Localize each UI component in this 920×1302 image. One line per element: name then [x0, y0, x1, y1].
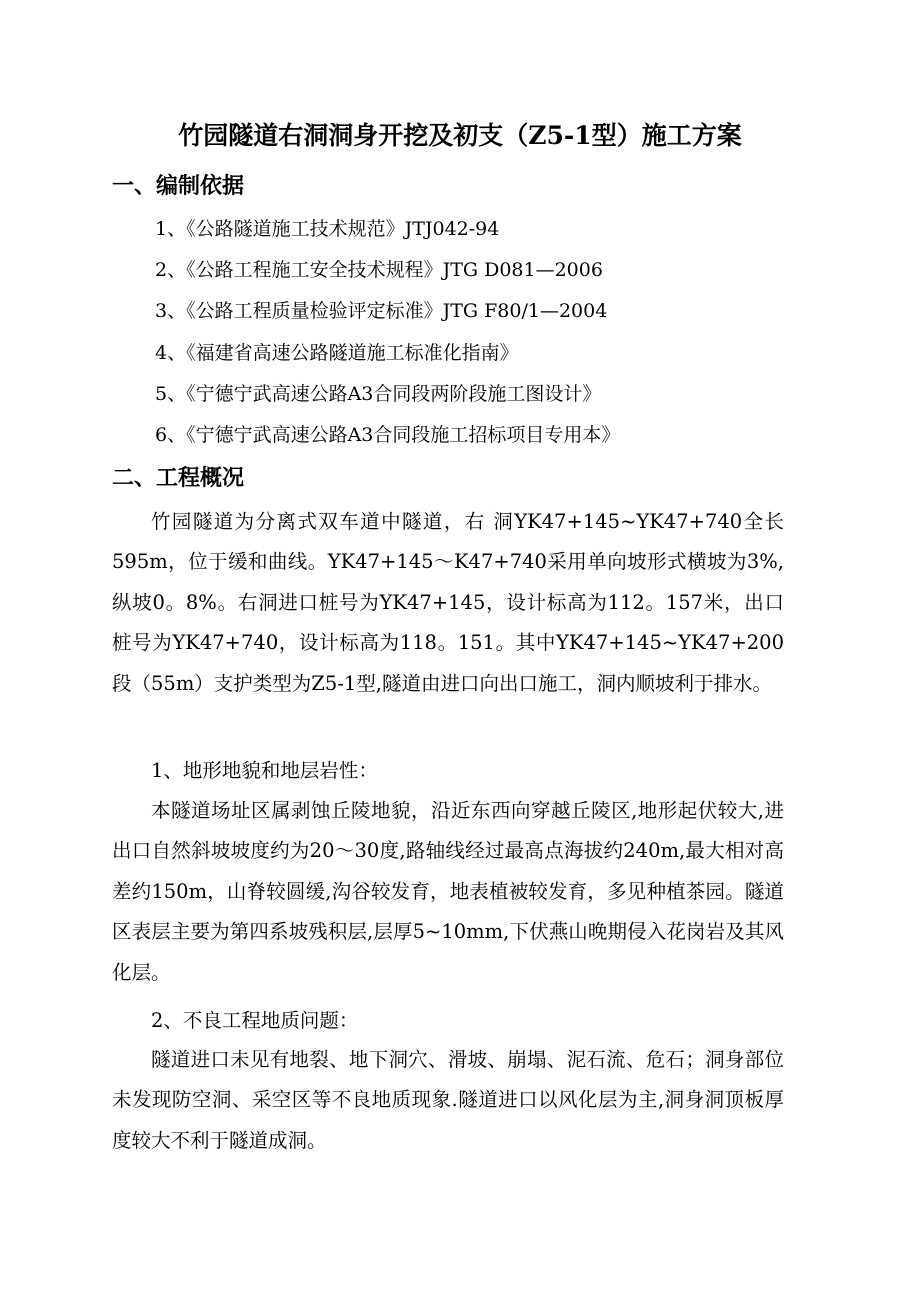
section-heading-basis: 一、编制依据 [112, 173, 245, 199]
geology-paragraph: 隧道进口未见有地裂、地下洞穴、滑坡、崩塌、泥石流、危石；洞身部位未发现防空洞、采空区等不良地质现象.隧道进口以风化层为主,洞身洞顶板厚度较大不利于隧道成洞。 [112, 1048, 784, 1152]
terrain-paragraph: 本隧道场址区属剥蚀丘陵地貌，沿近东西向穿越丘陵区,地形起伏较大,进出口自然斜坡坡度约为20～30度,路轴线经过最高点海拔约240m,最大相对高差约150m，山脊较圆缓,沟谷较发育，地表植被较发育，多见种植茶园。隧道区表层主要为第四系坡残积层,层厚5~10mm,下伏燕山晚期侵入花岗岩及其风化层。 [112, 799, 784, 984]
reference-item: 4、《福建省高速公路隧道施工标准化指南》 [155, 342, 519, 364]
reference-item: 6、《宁德宁武高速公路A3合同段施工招标项目专用本》 [155, 424, 621, 446]
subsection-heading-geology: 2、不良工程地质问题： [151, 1009, 359, 1032]
reference-item: 3、《公路工程质量检验评定标准》JTG F80/1—2004 [155, 300, 608, 322]
reference-item: 5、《宁德宁武高速公路A3合同段两阶段施工图设计》 [155, 383, 602, 405]
overview-paragraph: 竹园隧道为分离式双车道中隧道，右 洞YK47+145~YK47+740全长595m，位于缓和曲线。YK47+145～K47+740采用单向坡形式横坡为3%,纵坡0。8%。右洞进口桩号为YK47+145，设计标高为112。157米，出口桩号为YK47+740，设计标高为118。151。其中YK47+145~YK47+200段（55m）支护类型为Z5-1型,隧道由进口向出口施工，洞内顺坡利于排水。 [112, 510, 784, 695]
document-title: 竹园隧道右洞洞身开挖及初支（Z5-1型）施工方案 [178, 121, 742, 150]
subsection-heading-terrain: 1、地形地貌和地层岩性： [151, 759, 378, 782]
reference-item: 2、《公路工程施工安全技术规程》JTG D081—2006 [155, 259, 603, 281]
section-heading-overview: 二、工程概况 [112, 465, 245, 491]
reference-item: 1、《公路隧道施工技术规范》JTJ042-94 [155, 218, 500, 240]
